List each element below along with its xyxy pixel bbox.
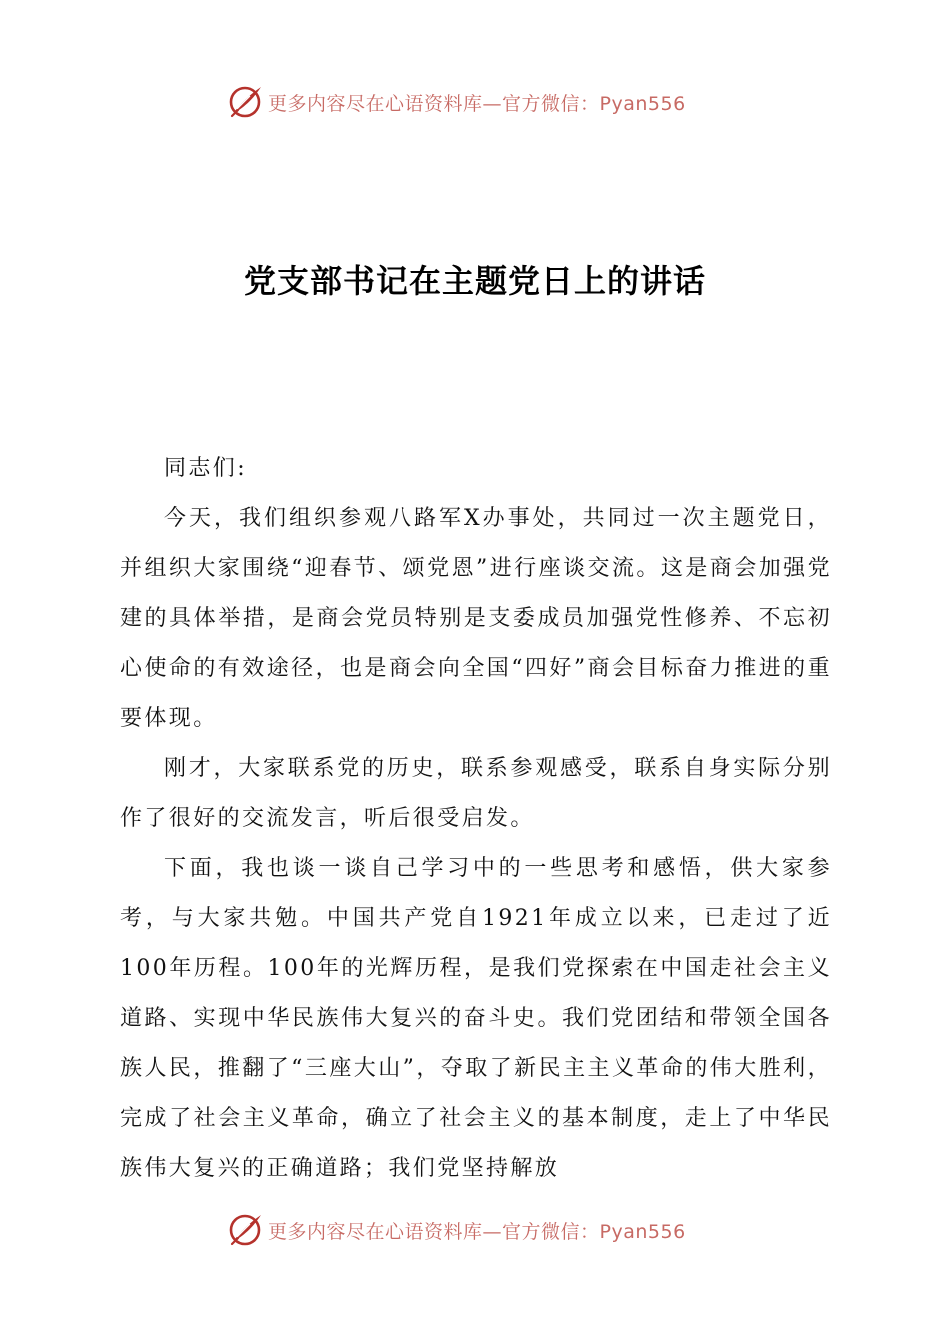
paragraph: 刚才，大家联系党的历史，联系参观感受，联系自身实际分别作了很好的交流发言，听后很受启发。 xyxy=(120,756,832,831)
header-banner-text: 更多内容尽在心语资料库—官方微信：Pyan556 xyxy=(268,92,686,115)
document-title: 党支部书记在主题党日上的讲话 xyxy=(243,262,706,300)
paragraph: 今天，我们组织参观八路军X办事处，共同过一次主题党日，并组织大家围绕“迎春节、颂党恩”进行座谈交流。这是商会加强党建的具体举措，是商会党员特别是支委成员加强党性修养、不忘初心使命的有效途径，也是商会向全国“四好”商会目标奋力推进的重要体现。 xyxy=(120,506,832,731)
quill-logo-icon xyxy=(228,1212,264,1248)
footer-banner xyxy=(0,1210,950,1250)
footer-banner-text: 更多内容尽在心语资料库—官方微信：Pyan556 xyxy=(268,1220,686,1243)
salutation: 同志们: xyxy=(164,456,248,481)
header-banner xyxy=(0,82,950,122)
paragraph: 下面，我也谈一谈自己学习中的一些思考和感悟，供大家参考，与大家共勉。中国共产党自1921年成立以来，已走过了近100年历程。100年的光辉历程，是我们党探索在中国走社会主义道路、实现中华民族伟大复兴的奋斗史。我们党团结和带领全国各族人民，推翻了“三座大山”，夺取了新民主主义革命的伟大胜利，完成了社会主义革命，确立了社会主义的基本制度，走上了中华民族伟大复兴的正确道路；我们党坚持解放 xyxy=(120,856,832,1181)
document-body xyxy=(120,444,832,1194)
quill-logo-icon xyxy=(228,84,264,120)
